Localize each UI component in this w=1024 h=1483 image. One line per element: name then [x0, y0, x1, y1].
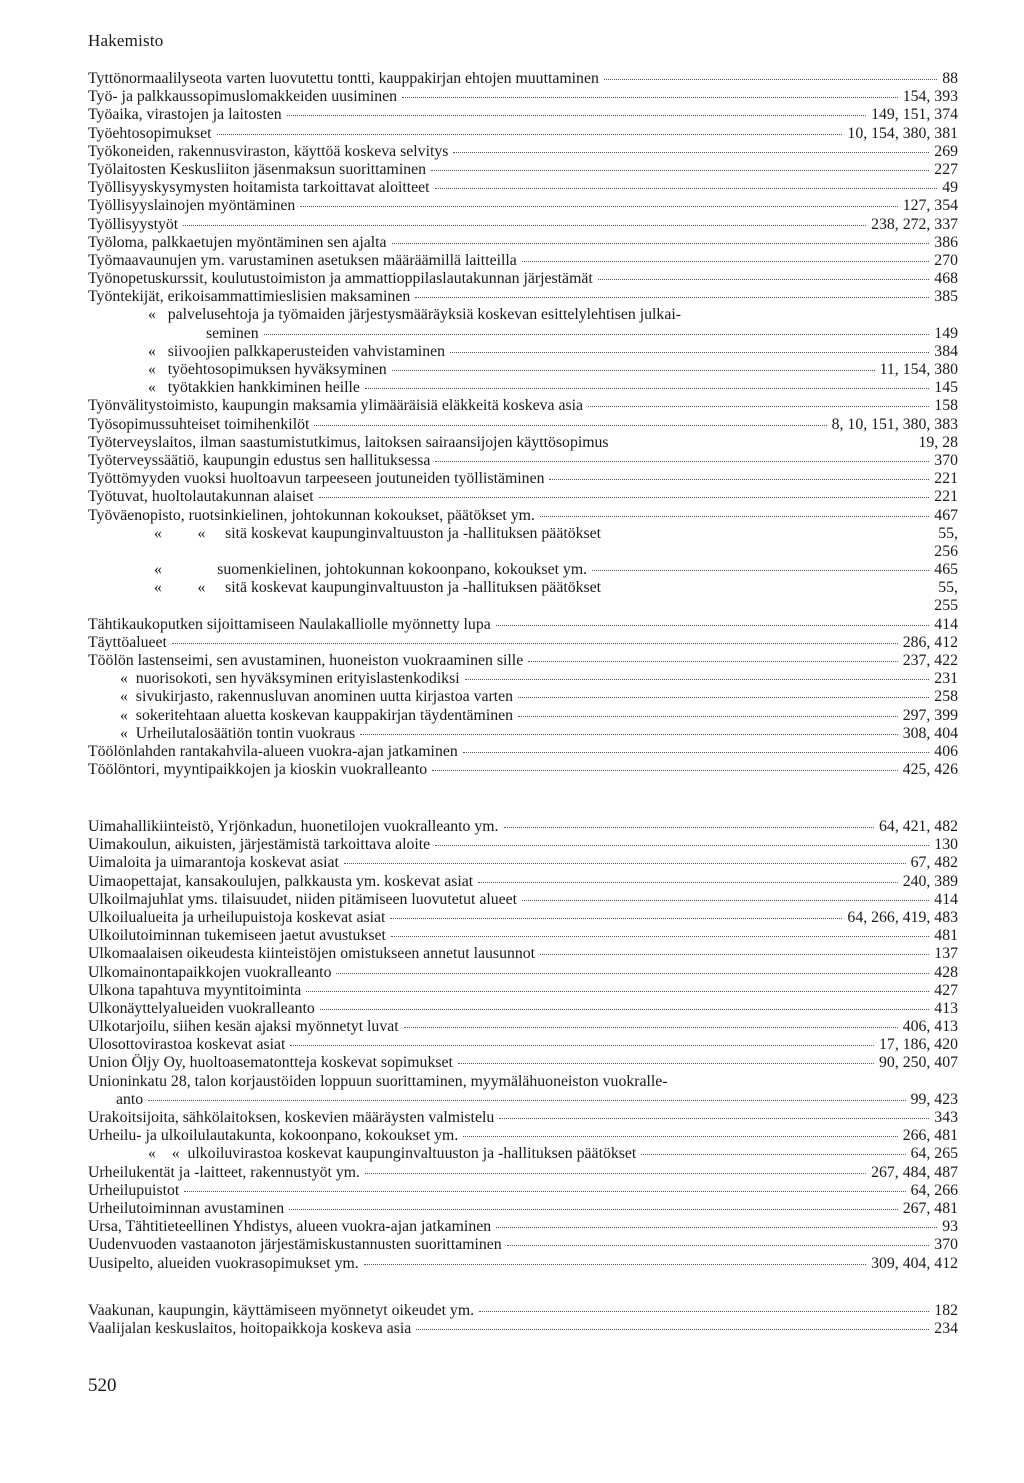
- index-entry: [88, 70, 958, 88]
- index-entry-pages: 428: [934, 963, 958, 981]
- index-entry-pages: 55,: [938, 524, 958, 542]
- index-entry: [88, 597, 958, 615]
- index-entry-text: « palvelusehtoja ja työmaiden järjestysmääräyksiä koskevan esittelylehtisen julkai-: [148, 306, 681, 324]
- leader-dots: [528, 661, 897, 662]
- index-entry-pages: 427: [934, 981, 958, 999]
- index-entry-pages: 267, 481: [902, 1199, 958, 1217]
- index-entry: [88, 125, 958, 143]
- leader-dots: [365, 388, 929, 389]
- index-entry-text: Vaakunan, kaupungin, käyttämiseen myönnetyt oikeudet ym.: [88, 1302, 475, 1319]
- leader-dots: [319, 497, 930, 498]
- index-entry: [88, 1054, 958, 1072]
- leader-dots: [450, 352, 929, 353]
- index-entry-text: Työterveyssäätiö, kaupungin edustus sen hallituksessa: [88, 451, 431, 469]
- leader-dots: [336, 973, 929, 974]
- index-entry-text: Ulosottovirastoa koskevat asiat: [88, 1036, 286, 1054]
- leader-dots: [306, 991, 929, 992]
- index-entry: [88, 306, 958, 324]
- index-entry-text: Ulkoilutoiminnan tukemiseen jaetut avustukset: [88, 927, 386, 945]
- index-entry-pages: 343: [934, 1109, 958, 1126]
- index-entry-text: Työnvälitystoimisto, kaupungin maksamia ylimääräisiä eläkkeitä koskeva asia: [88, 397, 584, 415]
- leader-dots: [344, 863, 906, 864]
- index-entry: [88, 1320, 958, 1338]
- index-entry-pages: 238, 272, 337: [871, 215, 958, 233]
- index-entry: [88, 1145, 958, 1163]
- index-entry-pages: 297, 399: [902, 706, 958, 724]
- leader-dots: [364, 1264, 866, 1265]
- leader-dots: [432, 770, 898, 771]
- index-entry-pages: 258: [934, 688, 958, 706]
- index-entry: [88, 1127, 958, 1145]
- index-entry-pages: 256: [934, 542, 958, 560]
- index-entry-text: Töölönlahden rantakahvila-alueen vuokra-ajan jatkaminen: [88, 742, 458, 760]
- index-entry: [88, 1236, 958, 1254]
- leader-dots: [314, 425, 826, 426]
- index-entry: [88, 507, 958, 525]
- index-entry-pages: 370: [934, 1236, 958, 1254]
- index-entry-pages: 64, 266: [910, 1181, 958, 1199]
- index-entry-pages: 137: [934, 945, 958, 963]
- leader-dots: [392, 243, 930, 244]
- index-entry: [88, 1164, 958, 1182]
- leader-dots: [588, 406, 929, 407]
- index-entry-pages: 467: [934, 506, 958, 524]
- index-entry-text: « nuorisokoti, sen hyväksyminen erityislastenkodiksi: [120, 670, 460, 688]
- index-entry-text: Uimakoulun, aikuisten, järjestämistä tarkoittava aloite: [88, 836, 431, 854]
- leader-dots: [148, 1100, 905, 1101]
- index-entry-text: Ulkoilualueita ja urheilupuistoja koskevat asiat: [88, 908, 386, 926]
- index-entry-pages: 90, 250, 407: [879, 1054, 958, 1072]
- index-entry-text: « « ulkoiluvirastoa koskevat kaupunginvaltuuston ja -hallituksen päätökset: [148, 1145, 637, 1163]
- index-entry: [88, 688, 958, 706]
- index-entry-text: Työsopimussuhteiset toimihenkilöt: [88, 415, 310, 433]
- index-entry-pages: 221: [934, 488, 958, 506]
- index-entry-pages: 237, 422: [902, 652, 958, 669]
- page-header: Hakemisto: [88, 31, 164, 50]
- index-entry-pages: 370: [934, 451, 958, 469]
- index-entry-text: Uimahallikiinteistö, Yrjönkadun, huonetilojen vuokralleanto ym.: [88, 818, 499, 835]
- index-entry: [88, 416, 958, 434]
- index-entry: [88, 818, 958, 836]
- index-entry-text: Urakoitsijoita, sähkölaitoksen, koskevien määräysten valmistelu: [88, 1109, 495, 1126]
- index-entry: [88, 197, 958, 215]
- page-number: 520: [88, 1375, 117, 1396]
- index-entry: [88, 270, 958, 288]
- leader-dots: [300, 206, 897, 207]
- index-entry: [88, 1302, 958, 1320]
- leader-dots: [496, 625, 930, 626]
- leader-dots: [435, 845, 929, 846]
- index-entry-text: Uimaopettajat, kansakoulujen, palkkausta ym. koskevat asiat: [88, 872, 474, 890]
- index-entry: [88, 470, 958, 488]
- index-entry-text: Työ- ja palkkaussopimuslomakkeiden uusiminen: [88, 88, 398, 106]
- index-entry-text: Työkoneiden, rakennusviraston, käyttöä koskeva selvitys: [88, 142, 449, 160]
- index-entry-text: « sokeritehtaan aluetta koskevan kauppakirjan täydentäminen: [120, 706, 514, 724]
- index-entry: [88, 252, 958, 270]
- index-entry-text: Ulkomaalaisen oikeudesta kiinteistöjen omistukseen annetut lausunnot: [88, 945, 536, 963]
- index-section-u: [88, 818, 958, 1273]
- index-entry: [88, 1000, 958, 1018]
- leader-dots: [184, 1191, 905, 1192]
- index-entry-text: « « sitä koskevat kaupunginvaltuuston ja -hallituksen päätökset: [154, 579, 602, 597]
- index-entry-pages: 49: [942, 179, 958, 197]
- index-entry-pages: 149, 151, 374: [871, 106, 958, 124]
- index-entry-pages: 468: [934, 270, 958, 288]
- index-entry: [88, 288, 958, 306]
- leader-dots: [415, 297, 929, 298]
- leader-dots: [365, 1173, 866, 1174]
- index-entry-text: Työllisyyslainojen myöntäminen: [88, 197, 296, 215]
- index-entry-text: Ulkoilmajuhlat yms. tilaisuudet, niiden pitämiseen luovutetut alueet: [88, 890, 518, 908]
- index-entry-pages: 406, 413: [902, 1018, 958, 1036]
- index-entry-pages: 269: [934, 142, 958, 160]
- index-entry-pages: 182: [934, 1302, 958, 1319]
- index-entry: [88, 525, 958, 543]
- index-entry-pages: 8, 10, 151, 380, 383: [831, 415, 958, 433]
- index-entry: [88, 216, 958, 234]
- index-entry-pages: 127, 354: [902, 197, 958, 215]
- leader-dots: [431, 170, 929, 171]
- index-entry-pages: 227: [934, 160, 958, 178]
- index-entry-pages: 64, 265: [910, 1145, 958, 1163]
- leader-dots: [465, 679, 930, 680]
- leader-dots: [604, 79, 937, 80]
- leader-dots: [507, 1245, 930, 1246]
- index-entry: [88, 945, 958, 963]
- index-entry-text: Uimaloita ja uimarantoja koskevat asiat: [88, 854, 339, 872]
- index-entry: [88, 1036, 958, 1054]
- index-entry: [88, 543, 958, 561]
- index-entry: [88, 361, 958, 379]
- index-entry-text: Työaika, virastojen ja laitosten: [88, 106, 282, 124]
- index-entry-pages: 10, 154, 380, 381: [847, 124, 958, 142]
- index-entry-text: Työttömyyden vuoksi huoltoavun tarpeeseen joutuneiden työllistäminen: [88, 470, 545, 488]
- index-entry-text: « siivoojien palkkaperusteiden vahvistaminen: [148, 342, 446, 360]
- index-entry-pages: 234: [934, 1320, 958, 1338]
- index-entry-text: « « sitä koskevat kaupunginvaltuuston ja -hallituksen päätökset: [154, 524, 602, 542]
- leader-dots: [549, 479, 929, 480]
- leader-dots: [496, 1227, 937, 1228]
- index-entry-pages: 309, 404, 412: [871, 1254, 958, 1272]
- index-entry: [88, 234, 958, 252]
- leader-dots: [540, 954, 929, 955]
- index-entry-text: Työllisyyskysymysten hoitamista tarkoittavat aloitteet: [88, 179, 430, 197]
- index-entry-pages: 286, 412: [902, 633, 958, 651]
- index-entry: [88, 891, 958, 909]
- index-entry-text: Uudenvuoden vastaanoton järjestämiskustannusten suorittaminen: [88, 1236, 502, 1254]
- index-entry-pages: 149: [934, 324, 958, 342]
- index-entry-text: Urheilukentät ja -laitteet, rakennustyöt ym.: [88, 1163, 360, 1181]
- index-entry-pages: 154, 393: [902, 88, 958, 106]
- index-entry-pages: 481: [934, 927, 958, 945]
- index-entry: [88, 982, 958, 1000]
- leader-dots: [402, 97, 898, 98]
- index-entry-pages: 267, 484, 487: [871, 1163, 958, 1181]
- index-entry: [88, 743, 958, 761]
- index-entry: [88, 634, 958, 652]
- index-entry: [88, 325, 958, 343]
- index-entry: [88, 873, 958, 891]
- index-entry-pages: 406: [934, 742, 958, 760]
- leader-dots: [518, 716, 898, 717]
- leader-dots: [320, 1009, 930, 1010]
- index-entry-pages: 130: [934, 836, 958, 854]
- index-entry-pages: 67, 482: [910, 854, 958, 872]
- index-entry: [88, 1182, 958, 1200]
- leader-dots: [522, 261, 930, 262]
- index-entry-pages: 414: [934, 615, 958, 633]
- leader-dots: [598, 279, 930, 280]
- index-entry-text: Työnopetuskurssit, koulutustoimiston ja ammattioppilaslautakunnan järjestämät: [88, 270, 593, 288]
- index-entry: [88, 725, 958, 743]
- leader-dots: [453, 152, 929, 153]
- index-entry-text: Työlaitosten Keskusliiton jäsenmaksun suorittaminen: [88, 160, 427, 178]
- index-entry: [88, 1091, 958, 1109]
- index-entry-pages: 19, 28: [918, 433, 958, 451]
- index-entry-text: Vaalijalan keskuslaitos, hoitopaikkoja koskeva asia: [88, 1320, 412, 1338]
- index-entry-text: Työtuvat, huoltolautakunnan alaiset: [88, 488, 314, 506]
- index-entry-pages: 385: [934, 288, 958, 306]
- index-entry-text: Uusipelto, alueiden vuokrasopimukset ym.: [88, 1254, 359, 1272]
- index-entry: [88, 579, 958, 597]
- index-entry-pages: 158: [934, 397, 958, 415]
- leader-dots: [479, 1311, 929, 1312]
- index-entry-pages: 255: [934, 597, 958, 615]
- leader-dots: [592, 570, 929, 571]
- leader-dots: [289, 1209, 898, 1210]
- index-entry-text: Urheilu- ja ulkoilulautakunta, kokoonpano, kokoukset ym.: [88, 1127, 459, 1145]
- index-entry: [88, 452, 958, 470]
- index-section-v: [88, 1302, 958, 1338]
- leader-dots: [435, 461, 929, 462]
- index-entry-pages: 270: [934, 251, 958, 269]
- index-entry: [88, 1200, 958, 1218]
- index-entry-pages: 240, 389: [902, 872, 958, 890]
- index-entry-text: Työehtosopimukset: [88, 124, 212, 142]
- index-entry-pages: 231: [934, 670, 958, 688]
- index-entry-pages: 64, 421, 482: [879, 818, 958, 835]
- index-entry-text: « Urheilutalosäätiön tontin vuokraus: [120, 724, 356, 742]
- index-entry: [88, 1018, 958, 1036]
- leader-dots: [264, 334, 930, 335]
- index-entry-pages: 465: [934, 561, 958, 579]
- index-entry-text: Ulkonäyttelyalueiden vuokralleanto: [88, 999, 315, 1017]
- leader-dots: [183, 225, 866, 226]
- index-entry: [88, 670, 958, 688]
- index-entry-text: Työväenopisto, ruotsinkielinen, johtokunnan kokoukset, päätökset ym.: [88, 506, 535, 524]
- index-entry: [88, 854, 958, 872]
- index-entry-pages: 425, 426: [902, 761, 958, 779]
- index-entry-text: Työllisyystyöt: [88, 215, 179, 233]
- index-entry-text: « työehtosopimuksen hyväksyminen: [148, 361, 387, 378]
- index-section-t: [88, 70, 958, 779]
- index-entry: [88, 761, 958, 779]
- index-entry-pages: 145: [934, 379, 958, 397]
- index-entry-pages: 17, 186, 420: [879, 1036, 958, 1054]
- leader-dots: [404, 1027, 898, 1028]
- index-entry-pages: 93: [942, 1218, 958, 1236]
- index-entry: [88, 909, 958, 927]
- leader-dots: [478, 882, 898, 883]
- leader-dots: [540, 516, 929, 517]
- leader-dots: [390, 918, 842, 919]
- index-entry: [88, 488, 958, 506]
- index-entry-text: Ulkona tapahtuva myyntitoiminta: [88, 981, 302, 999]
- index-entry: [88, 379, 958, 397]
- index-entry-text: Työloma, palkkaetujen myöntäminen sen ajalta: [88, 233, 387, 251]
- index-entry-pages: 11, 154, 380: [879, 361, 958, 378]
- index-entry: [88, 964, 958, 982]
- leader-dots: [172, 643, 898, 644]
- index-entry-text: Ursa, Tähtitieteellinen Yhdistys, alueen vuokra-ajan jatkaminen: [88, 1218, 492, 1236]
- leader-dots: [463, 752, 930, 753]
- index-entry: [88, 179, 958, 197]
- index-entry: [88, 927, 958, 945]
- index-entry-text: Töölön lastenseimi, sen avustaminen, huoneiston vuokraaminen sille: [88, 652, 524, 669]
- index-entry-text: Täyttöalueet: [88, 633, 167, 651]
- index-entry: [88, 1073, 958, 1091]
- index-entry: [88, 1218, 958, 1236]
- index-entry-text: Urheilutoiminnan avustaminen: [88, 1199, 285, 1217]
- index-entry-text: Ulkomainontapaikkojen vuokralleanto: [88, 963, 332, 981]
- index-entry: [88, 106, 958, 124]
- leader-dots: [518, 697, 929, 698]
- leader-dots: [392, 370, 875, 371]
- index-entry-text: Tähtikaukoputken sijoittamiseen Naulakalliolle myönnetty lupa: [88, 615, 491, 633]
- index-entry: [88, 1109, 958, 1127]
- index-entry-text: Ulkotarjoilu, siihen kesän ajaksi myönnetyt luvat: [88, 1018, 399, 1036]
- index-entry-pages: 308, 404: [902, 724, 958, 742]
- index-entry-text: Unioninkatu 28, talon korjaustöiden loppuun suorittaminen, myymälähuoneiston vuokralle-: [88, 1072, 668, 1090]
- leader-dots: [391, 936, 929, 937]
- index-entry-pages: 221: [934, 470, 958, 488]
- leader-dots: [499, 1118, 929, 1119]
- leader-dots: [416, 1329, 929, 1330]
- index-entry-text: Työterveyslaitos, ilman saastumistutkimus, laitoksen sairaansijojen käyttösopimus: [88, 433, 609, 451]
- index-entry-text: Työmaavaunujen ym. varustaminen asetuksen määräämillä laitteilla: [88, 251, 517, 269]
- leader-dots: [435, 188, 938, 189]
- leader-dots: [463, 1136, 897, 1137]
- index-entry: [88, 88, 958, 106]
- leader-dots: [522, 900, 929, 901]
- index-entry-text: Tyttönormaalilyseota varten luovutettu tontti, kauppakirjan ehtojen muuttaminen: [88, 70, 599, 87]
- index-entry-text: Union Öljy Oy, huoltoasematontteja koskevat sopimukset: [88, 1054, 453, 1072]
- leader-dots: [290, 1045, 874, 1046]
- index-entry-pages: 99, 423: [910, 1090, 958, 1108]
- index-entry: [88, 707, 958, 725]
- index-entry-pages: 386: [934, 233, 958, 251]
- index-entry: [88, 434, 958, 452]
- leader-dots: [641, 1154, 905, 1155]
- index-entry-pages: 414: [934, 890, 958, 908]
- index-entry-pages: 55,: [938, 579, 958, 597]
- index-entry-text: Urheilupuistot: [88, 1181, 180, 1199]
- index-entry: [88, 836, 958, 854]
- index-entry: [88, 343, 958, 361]
- index-entry-text: Työntekijät, erikoisammattimieslisien maksaminen: [88, 288, 411, 306]
- index-entry-pages: 384: [934, 342, 958, 360]
- index-entry-pages: 266, 481: [902, 1127, 958, 1145]
- leader-dots: [217, 134, 843, 135]
- leader-dots: [287, 115, 866, 116]
- index-entry-text: anto: [116, 1090, 144, 1108]
- index-entry-text: « suomenkielinen, johtokunnan kokoonpano, kokoukset ym.: [154, 561, 588, 579]
- index-entry: [88, 1255, 958, 1273]
- index-entry-text: seminen: [206, 324, 259, 342]
- index-entry: [88, 561, 958, 579]
- index-entry: [88, 652, 958, 670]
- index-entry-text: Töölöntori, myyntipaikkojen ja kioskin vuokralleanto: [88, 761, 428, 779]
- index-entry-text: « sivukirjasto, rakennusluvan anominen uutta kirjastoa varten: [120, 688, 514, 706]
- leader-dots: [458, 1063, 874, 1064]
- index-entry: [88, 143, 958, 161]
- index-entry: [88, 161, 958, 179]
- index-entry: [88, 397, 958, 415]
- index-entry-pages: 64, 266, 419, 483: [847, 908, 958, 926]
- leader-dots: [504, 827, 875, 828]
- index-entry: [88, 616, 958, 634]
- index-entry-text: « työtakkien hankkiminen heille: [148, 379, 360, 397]
- index-entry-pages: 413: [934, 999, 958, 1017]
- index-entry-pages: 88: [942, 70, 958, 87]
- leader-dots: [360, 734, 898, 735]
